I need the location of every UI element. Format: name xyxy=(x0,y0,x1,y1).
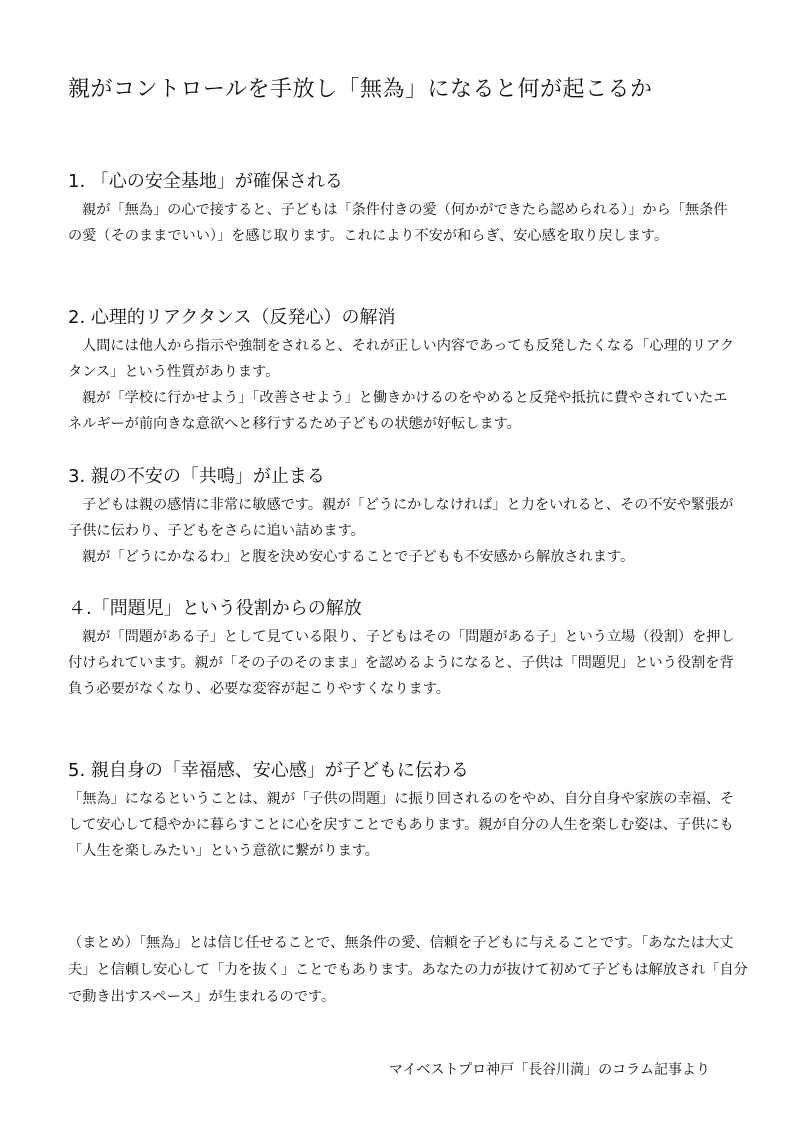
section-paragraph: 親が「問題がある子」として見ている限り、子どもはその「問題がある子」という立場（役割）を押し付けられています。親が「その子のそのまま」を認めるようになると、子供は「問題児」という役割を背負う必要がなくなり、必要な変容が起こりやすくなります。 xyxy=(68,629,735,697)
section-heading: ４.「問題児」という役割からの解放 xyxy=(68,598,362,619)
section-heading: 1. 「心の安全基地」が確保される xyxy=(68,171,343,192)
section-paragraph: 親が「どうにかなるわ」と腹を決め安心することで子どもも不安感から解放されます。 xyxy=(82,549,635,565)
section-paragraph: 「無為」になるということは、親が「子供の問題」に振り回されるのをやめ、自分自身や家族の幸福、そして安心して穏やかに暮らすことに心を戻すことでもあります。親が自分の人生を楽しむ姿は、子供にも「人生を楽しみたい」という意欲に繋がります。 xyxy=(68,791,735,859)
section-heading: 3. 親の不安の「共鳴」が止まる xyxy=(68,466,325,487)
summary-text: （まとめ）「無為」とは信じ任せることで、無条件の愛、信頼を子どもに与えることです。「あなたは大丈夫」と信頼し安心して「力を抜く」ことでもあります。あなたの力が抜けて初めて子どもは解放され「自分で動き出すスペース」が生まれるのです。 xyxy=(68,935,748,1005)
section-heading: 5. 親自身の「幸福感、安心感」が子どもに伝わる xyxy=(68,760,469,781)
section-parent-happiness xyxy=(68,756,740,864)
section-reactance xyxy=(68,303,740,437)
section-paragraph: 人間には他人から指示や強制をされると、それが正しい内容であっても反発したくなる「心理的リアクタンス」という性質があります。 xyxy=(68,338,735,380)
section-paragraph: 親が「無為」の心で接すると、子どもは「条件付きの愛（何かができたら認められる）」から「無条件の愛（そのままでいい）」を感じ取ります。これにより不安が和らぎ、安心感を取り戻します。 xyxy=(68,202,728,244)
page-title: 親がコントロールを手放し「無為」になると何が起こるか xyxy=(68,77,653,102)
section-heading: 2. 心理的リアクタンス（反発心）の解消 xyxy=(68,307,396,328)
section-resonance xyxy=(68,462,740,570)
source-credit: マイベストプロ神戸「長谷川満」のコラム記事より xyxy=(388,1062,710,1078)
section-problem-child xyxy=(68,594,740,702)
summary-block xyxy=(68,930,748,1011)
section-secure-base xyxy=(68,167,740,249)
section-paragraph: 子どもは親の感情に非常に敏感です。親が「どうにかしなければ」と力をいれると、その不安や緊張が子供に伝わり、子どもをさらに追い詰めます。 xyxy=(68,497,734,539)
section-paragraph: 親が「学校に行かせよう」「改善させよう」と働きかけるのをやめると反発や抵抗に費やされていたエネルギーが前向きな意欲へと移行するため子どもの状態が好転します。 xyxy=(68,390,728,432)
